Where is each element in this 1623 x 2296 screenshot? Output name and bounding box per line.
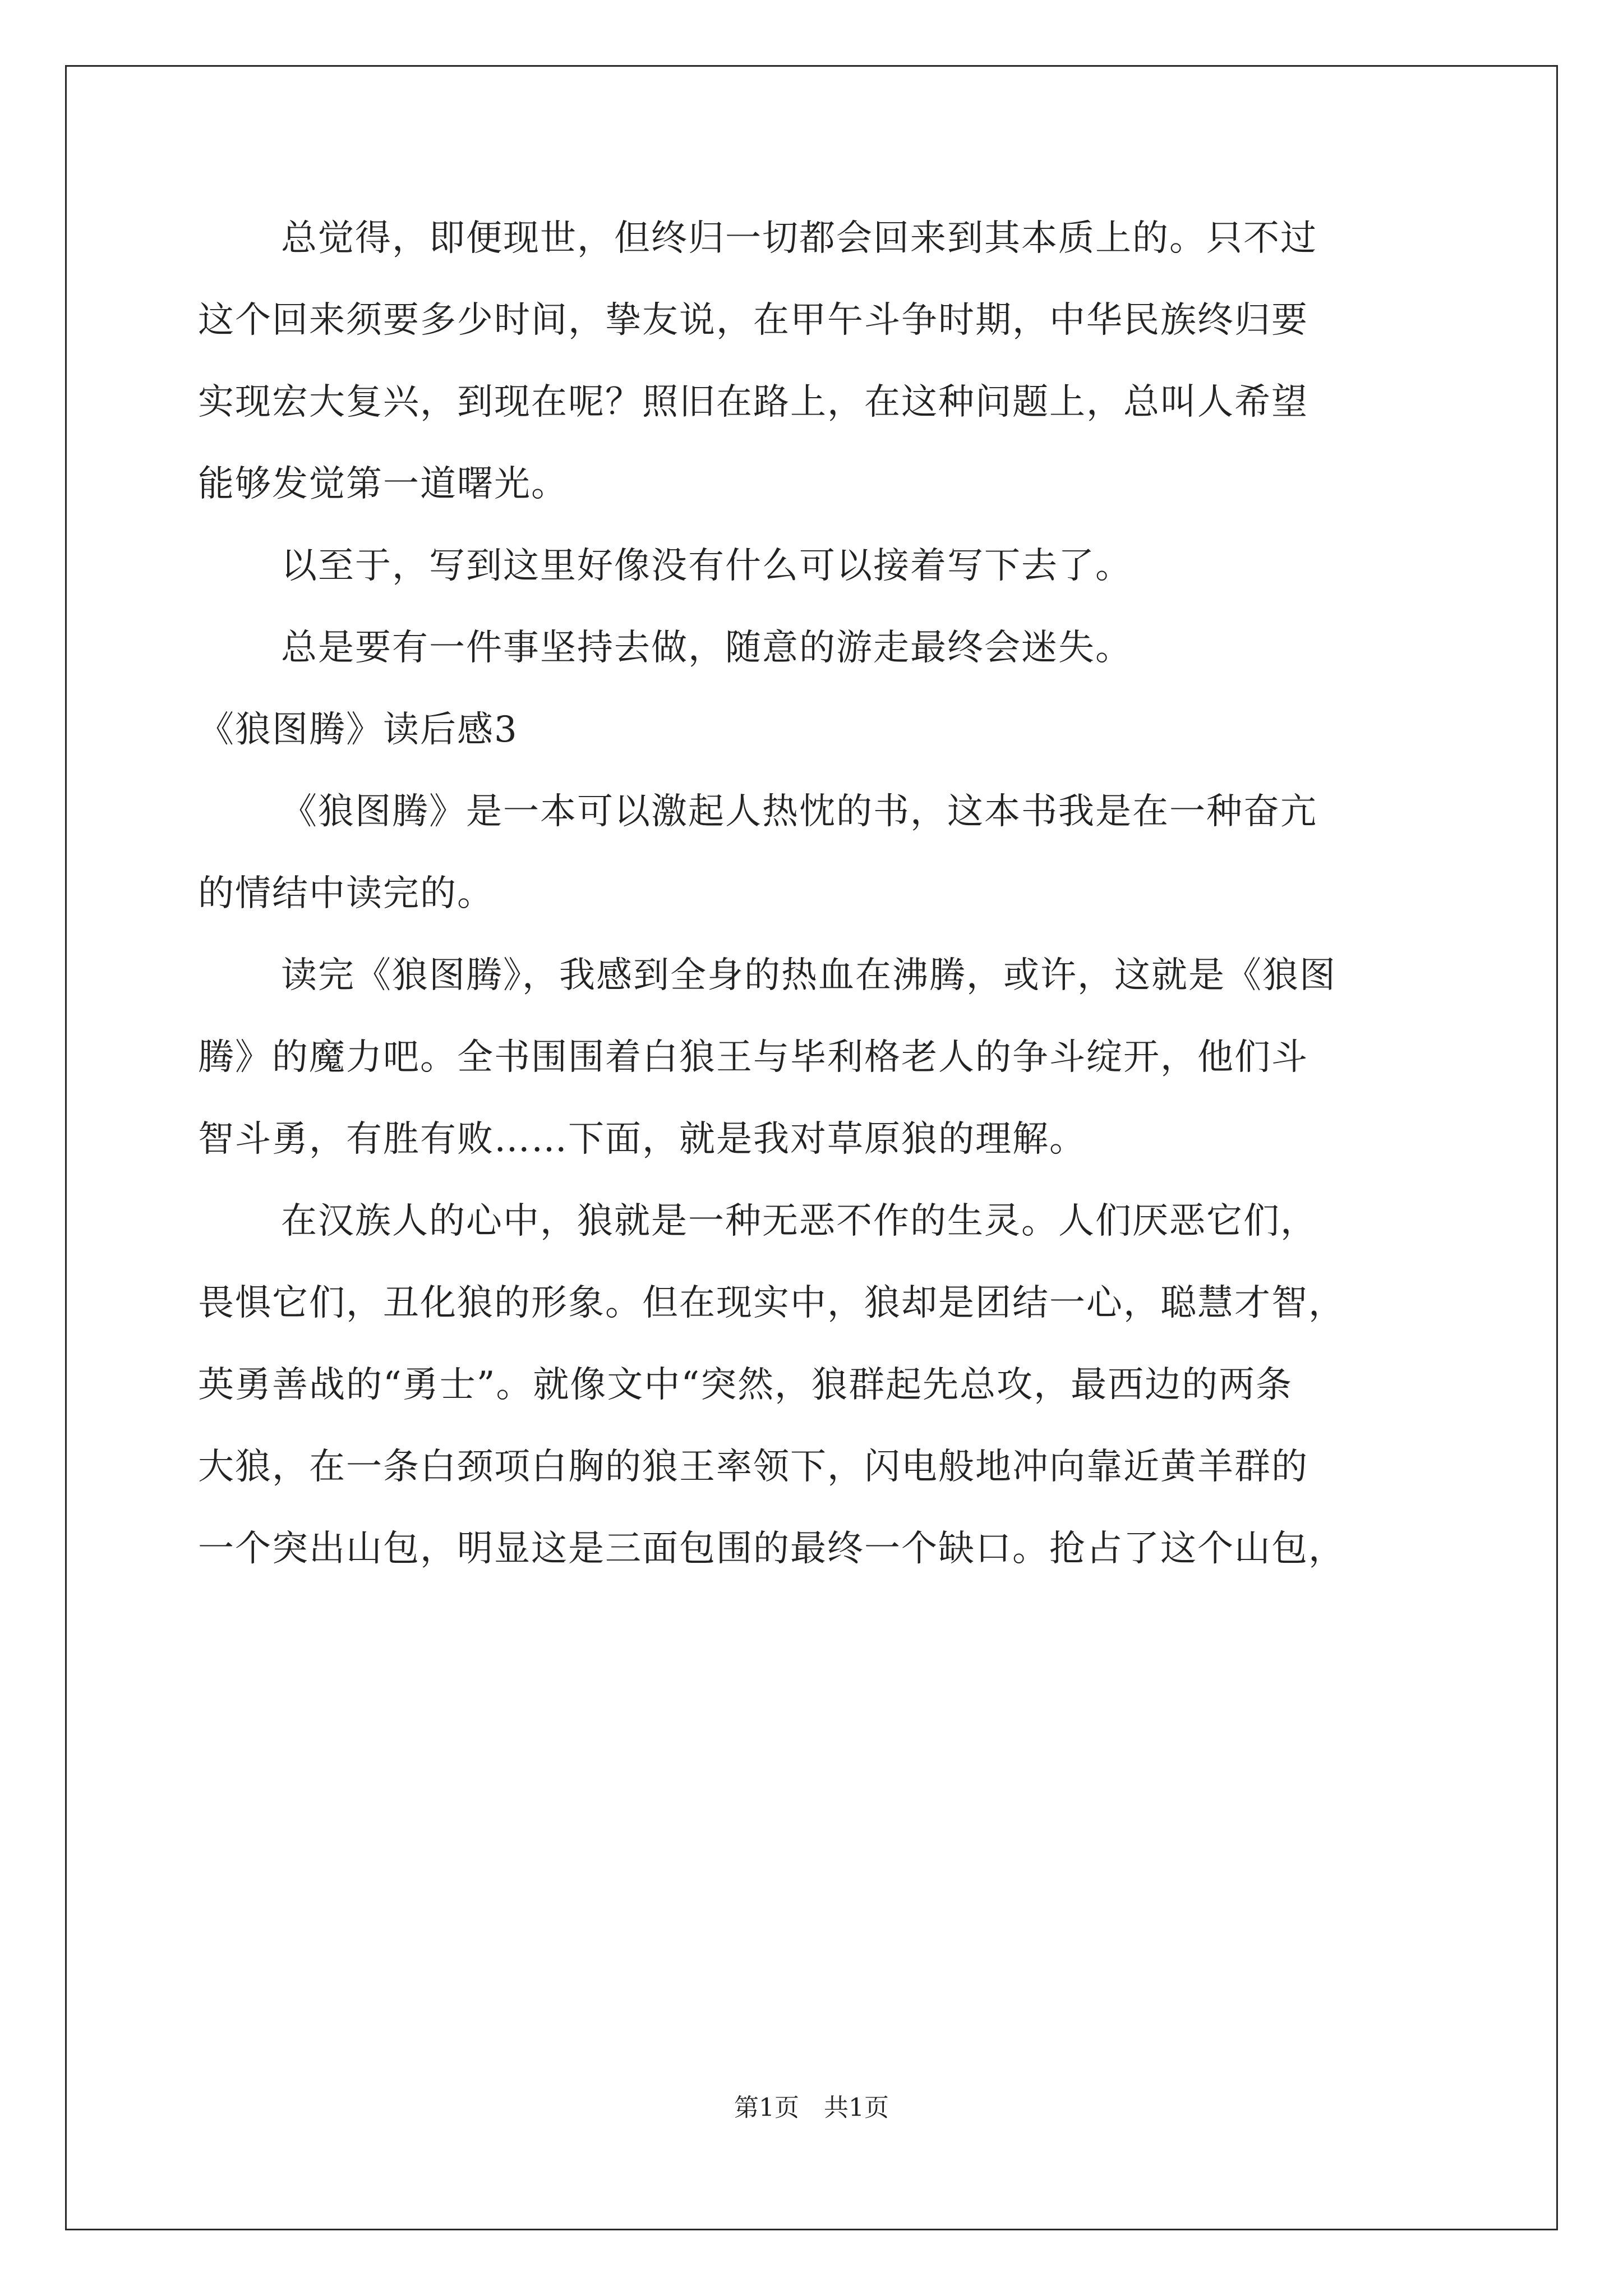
paragraph-line: 总觉得，即便现世，但终归一切都会回来到其本质上的。只不过 <box>281 218 1317 259</box>
paragraph-line: 以至于，写到这里好像没有什么可以接着写下去了。 <box>281 545 1132 587</box>
paragraph-line: 《狼图腾》是一本可以激起人热忱的书，这本书我是在一种奋亢 <box>281 791 1317 832</box>
paragraph-line: 英勇善战的“勇士”。就像文中“突然，狼群起先总攻，最西边的两条 <box>198 1364 1293 1406</box>
page-number-footer: 第1页 共1页 <box>734 2093 889 2122</box>
paragraph-line: 这个回来须要多少时间，挚友说，在甲午斗争时期，中华民族终归要 <box>198 300 1308 341</box>
section-heading: 《狼图腾》读后感3 <box>198 709 518 751</box>
paragraph-line: 畏惧它们，丑化狼的形象。但在现实中，狼却是团结一心，聪慧才智， <box>198 1282 1345 1324</box>
paragraph-line: 在汉族人的心中，狼就是一种无恶不作的生灵。人们厌恶它们， <box>281 1200 1317 1242</box>
paragraph-line: 腾》的魔力吧。全书围围着白狼王与毕利格老人的争斗绽开，他们斗 <box>198 1037 1308 1078</box>
paragraph-line: 一个突出山包，明显这是三面包围的最终一个缺口。抢占了这个山包， <box>198 1528 1345 1570</box>
paragraph-line: 的情结中读完的。 <box>198 873 494 914</box>
paragraph-line: 大狼，在一条白颈项白胸的狼王率领下，闪电般地冲向靠近黄羊群的 <box>198 1446 1308 1488</box>
paragraph-line: 实现宏大复兴，到现在呢？照旧在路上，在这种问题上，总叫人希望 <box>198 381 1308 423</box>
paragraph-line: 总是要有一件事坚持去做，随意的游走最终会迷失。 <box>281 627 1132 669</box>
paragraph-line: 能够发觉第一道曙光。 <box>198 463 568 505</box>
paragraph-line: 读完《狼图腾》，我感到全身的热血在沸腾，或许，这就是《狼图 <box>281 955 1336 996</box>
paragraph-line: 智斗勇，有胜有败……下面，就是我对草原狼的理解。 <box>198 1119 1086 1160</box>
